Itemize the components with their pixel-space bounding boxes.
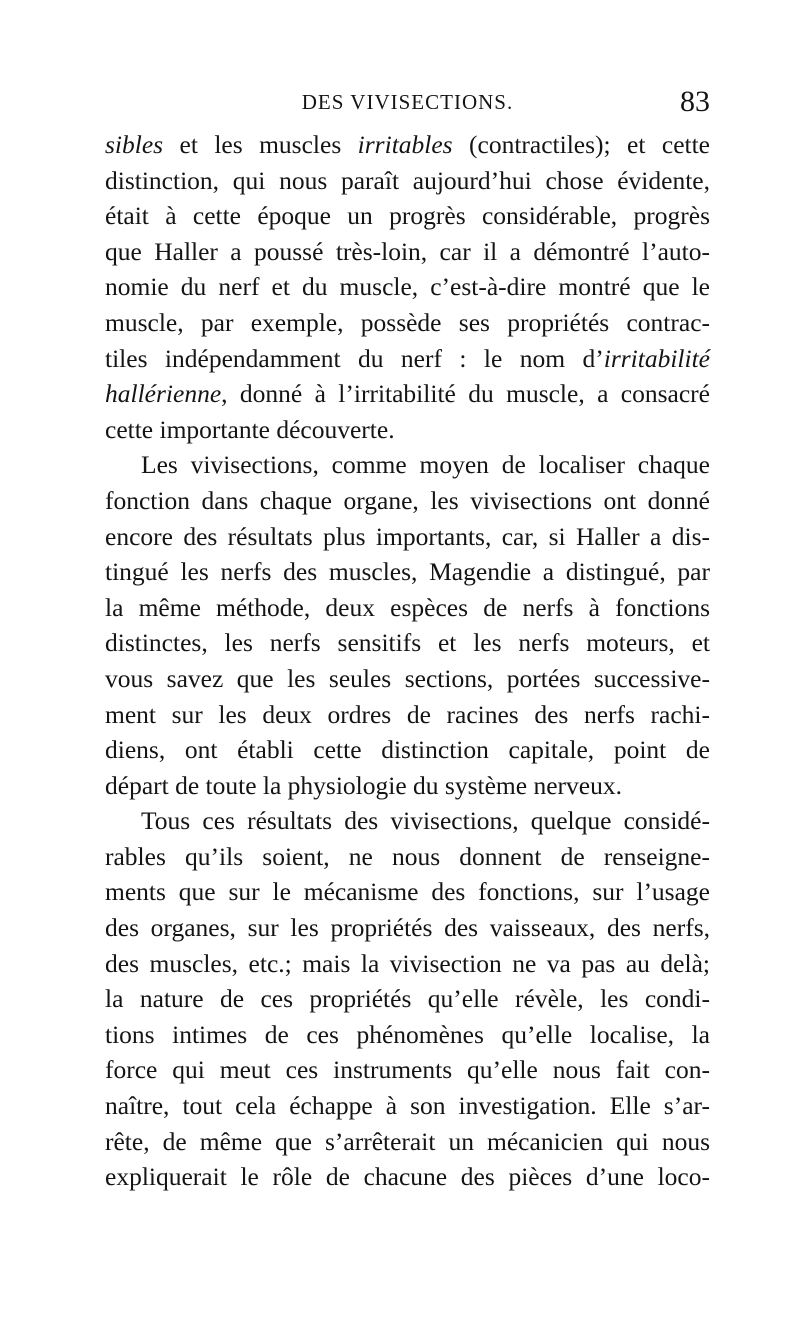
text-line: vous savez que les seules sections, portées successive- <box>105 663 710 693</box>
text-line: était à cette époque un progrès considérable, progrès <box>105 201 710 231</box>
text-line: force qui meut ces instruments qu’elle nous fait con- <box>105 1055 710 1085</box>
italic-term: sibles <box>105 130 164 159</box>
text-run: , donné à l’irritabilité du muscle, a consacré <box>221 379 710 409</box>
text-line: que Haller a poussé très-loin, car il a démontré l’auto- <box>105 236 710 266</box>
text-line: nomie du nerf et du muscle, c’est-à-dire montré que le <box>105 272 710 302</box>
body-text <box>105 127 710 1195</box>
text-line: distinction, qui nous paraît aujourd’hui chose évidente, <box>105 165 710 195</box>
text-line: fonction dans chaque organe, les vivisections ont donné <box>105 485 710 515</box>
running-title: DES VIVISECTIONS. <box>301 90 514 114</box>
text-line: des organes, sur les propriétés des vaisseaux, des nerfs, <box>105 913 710 943</box>
text-line: expliquerait le rôle de chacune des pièces d’une loco- <box>105 1162 710 1192</box>
text-line: départ de toute la physiologie du système nerveux. <box>105 770 622 800</box>
text-line: Les vivisections, comme moyen de localiser chaque <box>141 450 710 480</box>
text-line: ments que sur le mécanisme des fonctions, sur l’usage <box>105 877 710 907</box>
text-line: tions intimes de ces phénomènes qu’elle localise, la <box>105 1019 710 1049</box>
text-line: Tous ces résultats des vivisections, quelque considé- <box>141 806 710 836</box>
text-line: encore des résultats plus importants, car, si Haller a dis- <box>105 521 710 551</box>
text-run: tiles indépendamment du nerf : le nom d’ <box>105 343 604 373</box>
text-line: ment sur les deux ordres de racines des nerfs rachi- <box>105 699 710 729</box>
text-line: distinctes, les nerfs sensitifs et les nerfs moteurs, et <box>105 628 710 658</box>
text-line: diens, ont établi cette distinction capitale, point de <box>105 735 710 765</box>
italic-term: irritables <box>357 130 453 159</box>
text-line <box>105 376 710 412</box>
text-line: muscle, par exemple, possède ses propriétés contrac- <box>105 307 710 337</box>
text-line: rête, de même que s’arrêterait un mécanicien qui nous <box>105 1126 710 1156</box>
text-line: tingué les nerfs des muscles, Magendie a distingué, par <box>105 557 710 587</box>
page-number: 83 <box>680 85 710 118</box>
italic-term: hallérienne <box>105 379 222 409</box>
running-head <box>105 82 710 122</box>
text-run: et les muscles <box>163 130 358 159</box>
italic-term: irritabilité <box>603 343 710 373</box>
text-line: la nature de ces propriétés qu’elle révèle, les condi- <box>105 984 710 1014</box>
text-line: cette importante découverte. <box>105 414 395 444</box>
text-line: naître, tout cela échappe à son investigation. Elle s’ar- <box>105 1091 710 1121</box>
text-run: (contractiles); et cette <box>452 130 710 159</box>
text-line: la même méthode, deux espèces de nerfs à fonctions <box>105 592 710 622</box>
text-line <box>105 127 710 163</box>
text-line <box>105 341 710 377</box>
text-line: rables qu’ils soient, ne nous donnent de renseigne- <box>105 841 710 871</box>
text-line: des muscles, etc.; mais la vivisection ne va pas au delà; <box>105 948 710 978</box>
